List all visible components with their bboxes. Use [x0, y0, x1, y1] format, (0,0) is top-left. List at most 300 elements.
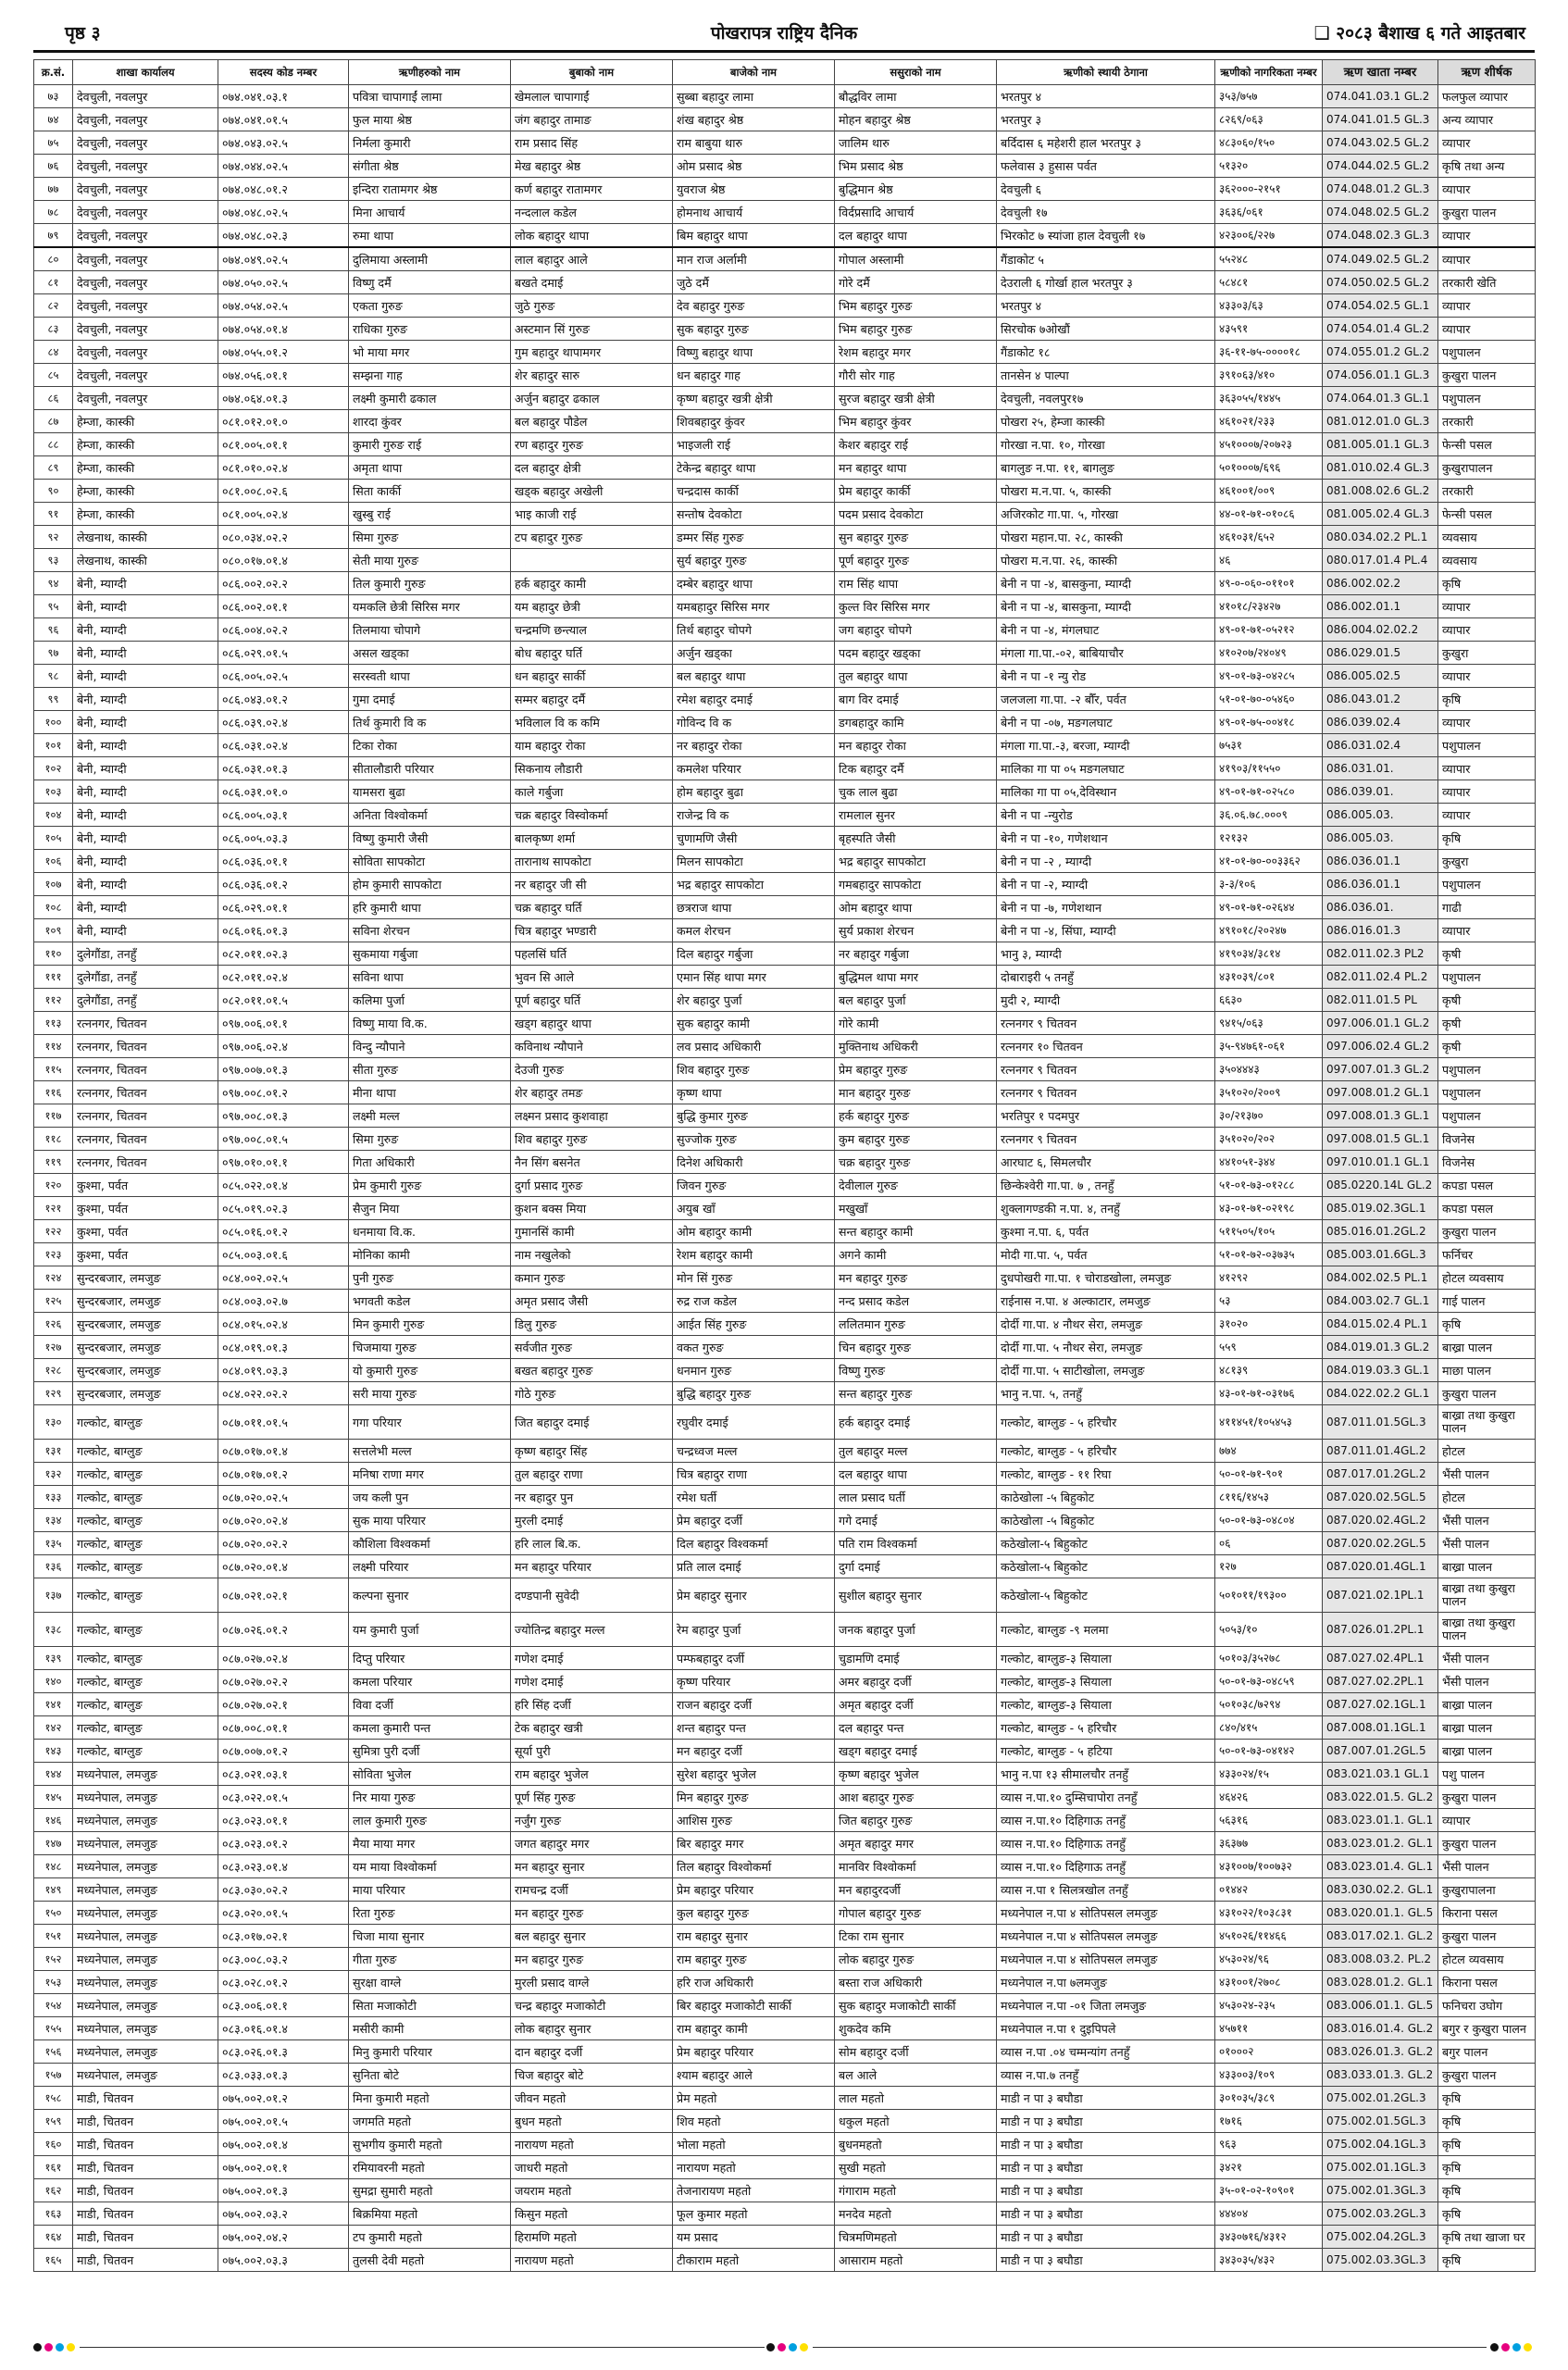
member-code-cell: ०८५.००३.०१.६ — [218, 1243, 349, 1266]
address-cell: दुधपोखरी गा.पा. १ चोराडखोला, लमजुङ — [997, 1266, 1215, 1290]
grandfather-name-cell: होम बहादुर बुढा — [673, 780, 835, 804]
loan-account-cell: 085.016.01.2GL.2 — [1323, 1220, 1438, 1243]
father-name-cell: शिव बहादुर गुरुङ — [511, 1128, 673, 1151]
serial-cell: ९८ — [34, 665, 73, 688]
grandfather-name-cell: राम बाबुया थारु — [673, 131, 835, 155]
father-in-law-cell: बाग विर दमाई — [835, 688, 997, 711]
serial-cell: ११३ — [34, 1012, 73, 1035]
citizenship-cell: ४९-०१-७१-०५२१२ — [1215, 618, 1323, 642]
serial-cell: १०३ — [34, 780, 73, 804]
serial-cell: १५८ — [34, 2087, 73, 2110]
loan-title-cell: पशु पालन — [1438, 1763, 1536, 1786]
loan-account-cell: 081.012.01.0 GL.3 — [1323, 410, 1438, 433]
address-cell: व्यास न.पा १ सिलत्रखोल तनहुँ — [997, 1878, 1215, 1902]
citizenship-cell: ४९-०१-७१-०२५८० — [1215, 780, 1323, 804]
loan-title-cell: कृषी — [1438, 989, 1536, 1012]
grandfather-name-cell: रुद्र राज कडेल — [673, 1290, 835, 1313]
branch-cell: बेनी, म्याग्दी — [73, 780, 218, 804]
grandfather-name-cell: फूल कुमार महतो — [673, 2202, 835, 2226]
serial-cell: १५४ — [34, 1994, 73, 2017]
loan-account-cell: 074.043.02.5 GL.2 — [1323, 131, 1438, 155]
loan-title-cell: व्यापार — [1438, 665, 1536, 688]
branch-cell: गल्कोट, बाग्लुङ — [73, 1693, 218, 1716]
loan-account-cell: 084.019.01.3 GL.2 — [1323, 1336, 1438, 1359]
grandfather-name-cell: तिर्थ बहादुर चोपगे — [673, 618, 835, 642]
grandfather-name-cell: होमनाथ आचार्य — [673, 201, 835, 224]
citizenship-cell: १२७ — [1215, 1555, 1323, 1578]
branch-cell: सुन्दरबजार, लमजुङ — [73, 1336, 218, 1359]
col-header-address: ऋणीको स्थायी ठेगाना — [997, 60, 1215, 85]
branch-cell: हेम्जा, कास्की — [73, 456, 218, 480]
table-row — [34, 1578, 1536, 1613]
address-cell: मध्यनेपाल न.पा -०१ जिता लमजुङ — [997, 1994, 1215, 2017]
branch-cell: देवचुली, नवलपुर — [73, 387, 218, 410]
loan-account-cell: 086.005.02.5 — [1323, 665, 1438, 688]
grandfather-name-cell: दिल बहादुर गर्बुजा — [673, 942, 835, 966]
address-cell: मध्यनेपाल न.पा १ दुइपिपले — [997, 2017, 1215, 2040]
father-in-law-cell: मुक्तिनाथ अधिकरी — [835, 1035, 997, 1058]
serial-cell: ८१ — [34, 271, 73, 294]
loan-title-cell: पशुपालन — [1438, 1058, 1536, 1081]
table-row — [34, 1012, 1536, 1035]
borrower-name-cell: लक्ष्मी कुमारी ढकाल — [349, 387, 511, 410]
father-name-cell: नन्दलाल कडेल — [511, 201, 673, 224]
member-code-cell: ०८४.००३.०२.७ — [218, 1290, 349, 1313]
father-in-law-cell: गौरी सोर गाह — [835, 364, 997, 387]
branch-cell: रत्ननगर, चितवन — [73, 1035, 218, 1058]
borrower-name-cell: तिल कुमारी गुरुङ — [349, 572, 511, 595]
serial-cell: १५९ — [34, 2110, 73, 2133]
serial-cell: १३६ — [34, 1555, 73, 1578]
table-row — [34, 2087, 1536, 2110]
citizenship-cell: ४१२९२ — [1215, 1266, 1323, 1290]
grandfather-name-cell: सन्तोष देवकोटा — [673, 503, 835, 526]
borrower-name-cell: विवा दर्जी — [349, 1693, 511, 1716]
address-cell: गल्कोट, बाग्लुङ-३ सियाला — [997, 1693, 1215, 1716]
father-in-law-cell: पति राम विश्वकर्मा — [835, 1532, 997, 1555]
citizenship-cell: ४५१०००७/२०७२३ — [1215, 433, 1323, 456]
serial-cell: १०२ — [34, 757, 73, 780]
citizenship-cell: १२१३२ — [1215, 827, 1323, 850]
loan-title-cell: होटल व्यवसाय — [1438, 1948, 1536, 1971]
grandfather-name-cell: जुठे दर्मै — [673, 271, 835, 294]
loan-account-cell: 097.006.01.1 GL.2 — [1323, 1012, 1438, 1035]
member-code-cell: ०८७.००७.०१.२ — [218, 1740, 349, 1763]
branch-cell: गल्कोट, बाग्लुङ — [73, 1509, 218, 1532]
citizenship-cell: ५१३२० — [1215, 155, 1323, 178]
member-code-cell: ०७४.०४८.०२.३ — [218, 224, 349, 248]
member-code-cell: ०७४.०४१.०१.५ — [218, 108, 349, 131]
address-cell: माडी न पा ३ बघौडा — [997, 2179, 1215, 2202]
address-cell: दोर्दी गा.पा. ४ नौथर सेरा, लमजुङ — [997, 1313, 1215, 1336]
loan-account-cell: 082.011.02.3 PL2 — [1323, 942, 1438, 966]
branch-cell: मध्यनेपाल, लमजुङ — [73, 1994, 218, 2017]
table-row — [34, 618, 1536, 642]
branch-cell: कुश्मा, पर्वत — [73, 1220, 218, 1243]
father-in-law-cell: भिम बहादुर कुंवर — [835, 410, 997, 433]
col-header-member-code: सदस्य कोड नम्बर — [218, 60, 349, 85]
citizenship-cell: ४९-०-०६०-०११०१ — [1215, 572, 1323, 595]
table-row — [34, 1359, 1536, 1382]
father-name-cell: अर्जुन बहादुर ढकाल — [511, 387, 673, 410]
serial-cell: ११५ — [34, 1058, 73, 1081]
loan-title-cell: कृषि — [1438, 688, 1536, 711]
father-name-cell: नर बहादुर पुन — [511, 1486, 673, 1509]
father-name-cell: कृष्ण बहादुर सिंह — [511, 1440, 673, 1463]
member-code-cell: ०८६.०२९.०१.१ — [218, 896, 349, 919]
member-code-cell: ०८३.०३३.०१.३ — [218, 2064, 349, 2087]
member-code-cell: ०८६.०३६.०१.१ — [218, 850, 349, 873]
loan-account-cell: 083.022.01.5. GL.2 — [1323, 1786, 1438, 1809]
table-row — [34, 1647, 1536, 1670]
serial-cell: १६३ — [34, 2202, 73, 2226]
grandfather-name-cell: सुरेश बहादुर भुजेल — [673, 1763, 835, 1786]
loan-title-cell: बगुर र कुखुरा पालन — [1438, 2017, 1536, 2040]
grandfather-name-cell: सुर्य बहादुर गुरुङ — [673, 549, 835, 572]
father-in-law-cell: दुर्गा दमाई — [835, 1555, 997, 1578]
branch-cell: मध्यनेपाल, लमजुङ — [73, 1809, 218, 1832]
citizenship-cell: ३०१०३५/३८९ — [1215, 2087, 1323, 2110]
loan-title-cell: फर्निचर — [1438, 1243, 1536, 1266]
grandfather-name-cell: रेम बहादुर पुर्जा — [673, 1613, 835, 1647]
borrower-name-cell: खुस्बु राई — [349, 503, 511, 526]
citizenship-cell: ३५१०२०/२००९ — [1215, 1081, 1323, 1104]
father-name-cell: कविनाथ न्यौपाने — [511, 1035, 673, 1058]
address-cell: गल्कोट, बाग्लुङ -९ मलमा — [997, 1613, 1215, 1647]
borrower-name-cell: राधिका गुरुङ — [349, 318, 511, 341]
father-in-law-cell: अमर बहादुर दर्जी — [835, 1670, 997, 1693]
member-code-cell: ०८३.०२६.०१.३ — [218, 2040, 349, 2064]
page-header — [33, 13, 1535, 53]
address-cell: माडी न पा ३ बघौडा — [997, 2202, 1215, 2226]
serial-cell: ९३ — [34, 549, 73, 572]
col-header-borrower: ऋणीहरुको नाम — [349, 60, 511, 85]
father-name-cell: कर्ण बहादुर रातामगर — [511, 178, 673, 201]
branch-cell: सुन्दरबजार, लमजुङ — [73, 1313, 218, 1336]
branch-cell: बेनी, म्याग्दी — [73, 804, 218, 827]
father-name-cell: बल बहादुर सुनार — [511, 1925, 673, 1948]
table-row — [34, 850, 1536, 873]
address-cell: माडी न पा ३ बघौडा — [997, 2249, 1215, 2272]
grandfather-name-cell: चित्र बहादुर राणा — [673, 1463, 835, 1486]
branch-cell: माडी, चितवन — [73, 2226, 218, 2249]
branch-cell: बेनी, म्याग्दी — [73, 688, 218, 711]
table-row — [34, 2249, 1536, 2272]
address-cell: रत्ननगर ९ चितवन — [997, 1081, 1215, 1104]
loan-account-cell: 087.008.01.1GL.1 — [1323, 1716, 1438, 1740]
loan-title-cell: कुखुरा पालन — [1438, 2064, 1536, 2087]
loan-title-cell: कृषी — [1438, 1012, 1536, 1035]
serial-cell: ८२ — [34, 294, 73, 318]
address-cell: भरतपुर ३ — [997, 108, 1215, 131]
serial-cell: ९१ — [34, 503, 73, 526]
father-in-law-cell: मन बहादुरदर्जी — [835, 1878, 997, 1902]
father-in-law-cell: विष्णु गुरुङ — [835, 1359, 997, 1382]
table-header-row — [34, 60, 1536, 85]
branch-cell: बेनी, म्याग्दी — [73, 595, 218, 618]
borrower-name-cell: गगा परियार — [349, 1405, 511, 1440]
serial-cell: १०४ — [34, 804, 73, 827]
father-in-law-cell: बुद्धिमान श्रेष्ठ — [835, 178, 997, 201]
grandfather-name-cell: शिव महतो — [673, 2110, 835, 2133]
member-code-cell: ०८७.०२७.०२.४ — [218, 1647, 349, 1670]
loan-account-cell: 080.034.02.2 PL.1 — [1323, 526, 1438, 549]
loan-account-cell: 081.010.02.4 GL.3 — [1323, 456, 1438, 480]
father-name-cell: देउजी गुरुङ — [511, 1058, 673, 1081]
loan-account-cell: 082.011.02.4 PL.2 — [1323, 966, 1438, 989]
branch-cell: बेनी, म्याग्दी — [73, 896, 218, 919]
loan-account-cell: 086.031.02.4 — [1323, 734, 1438, 757]
father-in-law-cell: चिन बहादुर गुरुङ — [835, 1336, 997, 1359]
member-code-cell: ०८३.००६.०१.१ — [218, 1994, 349, 2017]
registration-dot — [1501, 2343, 1510, 2351]
father-name-cell: तुल बहादुर राणा — [511, 1463, 673, 1486]
loan-account-cell: 087.020.01.4GL.1 — [1323, 1555, 1438, 1578]
member-code-cell: ०७४.०५४.०२.५ — [218, 294, 349, 318]
member-code-cell: ०७५.००२.०१.५ — [218, 2110, 349, 2133]
branch-cell: गल्कोट, बाग्लुङ — [73, 1532, 218, 1555]
father-in-law-cell: मखुखाँ — [835, 1197, 997, 1220]
borrower-name-cell: असल खड्का — [349, 642, 511, 665]
father-name-cell: जुठे गुरुङ — [511, 294, 673, 318]
loan-title-cell: कृषि — [1438, 2156, 1536, 2179]
member-code-cell: ०८७.०२७.०२.२ — [218, 1670, 349, 1693]
citizenship-cell: ७७४ — [1215, 1440, 1323, 1463]
grandfather-name-cell: शेर बहादुर पुर्जा — [673, 989, 835, 1012]
member-code-cell: ०७५.००२.०१.१ — [218, 2156, 349, 2179]
loan-title-cell: व्यापार — [1438, 178, 1536, 201]
citizenship-cell: ४३-०१-७१-०२१९८ — [1215, 1197, 1323, 1220]
borrower-name-cell: लक्ष्मी मल्ल — [349, 1104, 511, 1128]
loan-title-cell: व्यापार — [1438, 1809, 1536, 1832]
loan-account-cell: 086.005.03. — [1323, 827, 1438, 850]
serial-cell: १३७ — [34, 1578, 73, 1613]
citizenship-cell: ५८४८१ — [1215, 271, 1323, 294]
serial-cell: १३२ — [34, 1463, 73, 1486]
father-in-law-cell: हर्क बहादुर गुरुङ — [835, 1104, 997, 1128]
father-name-cell: गुमानसिं कामी — [511, 1220, 673, 1243]
branch-cell: सुन्दरबजार, लमजुङ — [73, 1382, 218, 1405]
citizenship-cell: ५०५३/१० — [1215, 1613, 1323, 1647]
address-cell: आरघाट ६, सिमलचौर — [997, 1151, 1215, 1174]
grandfather-name-cell: सुक बहादुर गुरुङ — [673, 318, 835, 341]
table-row — [34, 2017, 1536, 2040]
grandfather-name-cell: कमल शेरचन — [673, 919, 835, 942]
citizenship-cell: ५१-०१-७३-०१२८८ — [1215, 1174, 1323, 1197]
grandfather-name-cell: कृष्ण थापा — [673, 1081, 835, 1104]
borrower-name-cell: यमकलि छेत्री सिरिस मगर — [349, 595, 511, 618]
loan-title-cell: व्यापार — [1438, 780, 1536, 804]
loan-account-cell: 074.041.03.1 GL.2 — [1323, 85, 1438, 108]
serial-cell: ८७ — [34, 410, 73, 433]
grandfather-name-cell: कृष्ण बहादुर खत्री क्षेत्री — [673, 387, 835, 410]
address-cell: बर्दिदास ६ महेशरी हाल भरतपुर ३ — [997, 131, 1215, 155]
grandfather-name-cell: शिव बहादुर गुरुङ — [673, 1058, 835, 1081]
father-name-cell: गणेश दमाई — [511, 1647, 673, 1670]
citizenship-cell: ४८३०६०/१५० — [1215, 131, 1323, 155]
father-name-cell: बोध बहादुर घर्ति — [511, 642, 673, 665]
serial-cell: ११७ — [34, 1104, 73, 1128]
loan-account-cell: 083.016.01.4. GL.2 — [1323, 2017, 1438, 2040]
page-footer — [33, 2339, 1535, 2356]
member-code-cell: ०८२.०११.०१.५ — [218, 989, 349, 1012]
grandfather-name-cell: कुल बहादुर गुरुङ — [673, 1902, 835, 1925]
grandfather-name-cell: धनमान गुरुङ — [673, 1359, 835, 1382]
loan-title-cell: कपडा पसल — [1438, 1174, 1536, 1197]
address-cell: भरतपुर ४ — [997, 85, 1215, 108]
serial-cell: ९४ — [34, 572, 73, 595]
loan-account-cell: 086.036.01.1 — [1323, 873, 1438, 896]
serial-cell: १४६ — [34, 1809, 73, 1832]
loan-title-cell: विजनेस — [1438, 1128, 1536, 1151]
father-name-cell: सूर्या पुरी — [511, 1740, 673, 1763]
loan-title-cell: बाख्रा तथा कुखुरा पालन — [1438, 1578, 1536, 1613]
serial-cell: १६१ — [34, 2156, 73, 2179]
member-code-cell: ०८५.०१९.०२.३ — [218, 1197, 349, 1220]
footer-rule — [80, 2347, 765, 2348]
citizenship-cell: ९६३ — [1215, 2133, 1323, 2156]
father-in-law-cell: धकुल महतो — [835, 2110, 997, 2133]
father-in-law-cell: जनक बहादुर पुर्जा — [835, 1613, 997, 1647]
citizenship-cell: ३५-९४७६१-०६१ — [1215, 1035, 1323, 1058]
address-cell: सिरचोक ७ओखौं — [997, 318, 1215, 341]
citizenship-cell: ३१०२० — [1215, 1313, 1323, 1336]
loan-account-cell: 087.011.01.5GL.3 — [1323, 1405, 1438, 1440]
publication-date: ❑ २०८३ बैशाख ६ गते आइतबार — [1313, 23, 1525, 44]
father-in-law-cell: सन्त बहादुर गुरुङ — [835, 1382, 997, 1405]
borrower-name-cell: मिना आचार्य — [349, 201, 511, 224]
serial-cell: १३१ — [34, 1440, 73, 1463]
loan-title-cell: किराना पसल — [1438, 1971, 1536, 1994]
borrower-name-cell: सत्तलेभी मल्ल — [349, 1440, 511, 1463]
branch-cell: मध्यनेपाल, लमजुङ — [73, 1878, 218, 1902]
father-name-cell: शेर बहादुर सारु — [511, 364, 673, 387]
grandfather-name-cell: राम बहादुर गुरुङ — [673, 1948, 835, 1971]
borrower-name-cell: सीता गुरुङ — [349, 1058, 511, 1081]
member-code-cell: ०७५.००२.०३.२ — [218, 2202, 349, 2226]
serial-cell: ८५ — [34, 364, 73, 387]
citizenship-cell: ३५०४४४३ — [1215, 1058, 1323, 1081]
table-row — [34, 503, 1536, 526]
serial-cell: १४४ — [34, 1763, 73, 1786]
member-code-cell: ०८७.०२०.०२.२ — [218, 1532, 349, 1555]
borrower-name-cell: भो माया मगर — [349, 341, 511, 364]
father-in-law-cell: बुधनमहतो — [835, 2133, 997, 2156]
member-code-cell: ०८७.०२०.०२.४ — [218, 1509, 349, 1532]
citizenship-cell: ३५१०२०/२०२ — [1215, 1128, 1323, 1151]
table-row — [34, 1786, 1536, 1809]
loan-title-cell: पशुपालन — [1438, 873, 1536, 896]
loan-account-cell: 086.004.02.02.2 — [1323, 618, 1438, 642]
address-cell: व्यास न.पा .०४ चम्मन्यांग तनहुँ — [997, 2040, 1215, 2064]
father-in-law-cell: चुडामणि दमाई — [835, 1647, 997, 1670]
table-row — [34, 734, 1536, 757]
grandfather-name-cell: मन बहादुर दर्जी — [673, 1740, 835, 1763]
grandfather-name-cell: राजन बहादुर दर्जी — [673, 1693, 835, 1716]
grandfather-name-cell: देव बहादुर गुरुङ — [673, 294, 835, 318]
grandfather-name-cell: टीकाराम महतो — [673, 2249, 835, 2272]
address-cell: रत्ननगर ९ चितवन — [997, 1012, 1215, 1035]
address-cell: मोदी गा.पा. ५, पर्वत — [997, 1243, 1215, 1266]
borrower-name-cell: कमला परियार — [349, 1670, 511, 1693]
member-code-cell: ०८७.०१७.०१.२ — [218, 1463, 349, 1486]
serial-cell: १४० — [34, 1670, 73, 1693]
member-code-cell: ०८१.०१०.०२.४ — [218, 456, 349, 480]
citizenship-cell: ४४४०४ — [1215, 2202, 1323, 2226]
address-cell: पोखरा म.न.पा. २६, कास्की — [997, 549, 1215, 572]
branch-cell: देवचुली, नवलपुर — [73, 85, 218, 108]
table-row — [34, 1532, 1536, 1555]
father-name-cell: दल बहादुर क्षेत्री — [511, 456, 673, 480]
loan-title-cell: पशुपालन — [1438, 341, 1536, 364]
member-code-cell: ०८१.००८.०२.६ — [218, 480, 349, 503]
father-in-law-cell: सुखी महतो — [835, 2156, 997, 2179]
address-cell: फलेवास ३ हुसास पर्वत — [997, 155, 1215, 178]
serial-cell: १२४ — [34, 1266, 73, 1290]
grandfather-name-cell: अर्जुन खड्का — [673, 642, 835, 665]
citizenship-cell: ५०१०३८/७२९४ — [1215, 1693, 1323, 1716]
father-in-law-cell: चक्र बहादुर गुरुङ — [835, 1151, 997, 1174]
father-name-cell: हिरामणि महतो — [511, 2226, 673, 2249]
loan-account-cell: 075.002.01.5GL.3 — [1323, 2110, 1438, 2133]
col-header-serial: क्र.सं. — [34, 60, 73, 85]
branch-cell: रत्ननगर, चितवन — [73, 1012, 218, 1035]
branch-cell: बेनी, म्याग्दी — [73, 642, 218, 665]
borrower-name-cell: सुक माया परियार — [349, 1509, 511, 1532]
loan-account-cell: 084.015.02.4 PL.1 — [1323, 1313, 1438, 1336]
loan-title-cell: कृषी — [1438, 1035, 1536, 1058]
father-in-law-cell: बस्ता राज अधिकारी — [835, 1971, 997, 1994]
address-cell: दोबाराइरी ५ तनहुँ — [997, 966, 1215, 989]
address-cell: गल्कोट, बाग्लुङ - ५ हरिचौर — [997, 1716, 1215, 1740]
registration-marks-center — [766, 2343, 808, 2351]
member-code-cell: ०८७.०२६.०१.२ — [218, 1613, 349, 1647]
serial-cell: ७३ — [34, 85, 73, 108]
registration-dot — [44, 2343, 53, 2351]
branch-cell: कुश्मा, पर्वत — [73, 1197, 218, 1220]
father-in-law-cell: कृष्ण बहादुर भुजेल — [835, 1763, 997, 1786]
serial-cell: १२५ — [34, 1290, 73, 1313]
borrower-name-cell: विष्णु दर्मै — [349, 271, 511, 294]
loan-title-cell: तरकारी — [1438, 480, 1536, 503]
citizenship-cell: १७१६ — [1215, 2110, 1323, 2133]
father-name-cell: रण बहादुर गुरुङ — [511, 433, 673, 456]
serial-cell: ८८ — [34, 433, 73, 456]
grandfather-name-cell: अयुब खाँ — [673, 1197, 835, 1220]
father-name-cell — [511, 549, 673, 572]
member-code-cell: ०७४.०५०.०२.५ — [218, 271, 349, 294]
branch-cell: मध्यनेपाल, लमजुङ — [73, 2017, 218, 2040]
father-name-cell: कमान गुरुङ — [511, 1266, 673, 1290]
father-in-law-cell: विर्दप्रसादि आचार्य — [835, 201, 997, 224]
registration-dot — [766, 2343, 775, 2351]
citizenship-cell: ३६३७७ — [1215, 1832, 1323, 1855]
branch-cell: माडी, चितवन — [73, 2110, 218, 2133]
father-name-cell: नर बहादुर जी सी — [511, 873, 673, 896]
serial-cell: १०१ — [34, 734, 73, 757]
father-name-cell: लक्ष्मन प्रसाद कुशवाहा — [511, 1104, 673, 1128]
citizenship-cell: ४५३०२४-२३५ — [1215, 1994, 1323, 2017]
borrower-name-cell: सुरक्षा वाग्ले — [349, 1971, 511, 1994]
serial-cell: १५२ — [34, 1948, 73, 1971]
citizenship-cell: ८४०/४१५ — [1215, 1716, 1323, 1740]
father-name-cell: मन बहादुर गुरुङ — [511, 1948, 673, 1971]
address-cell: काठेखोला -५ बिहुकोट — [997, 1509, 1215, 1532]
loan-title-cell: कृषि — [1438, 2202, 1536, 2226]
father-name-cell: बुधन महतो — [511, 2110, 673, 2133]
borrower-name-cell: जगमति महतो — [349, 2110, 511, 2133]
father-name-cell: मन बहादुर परियार — [511, 1555, 673, 1578]
